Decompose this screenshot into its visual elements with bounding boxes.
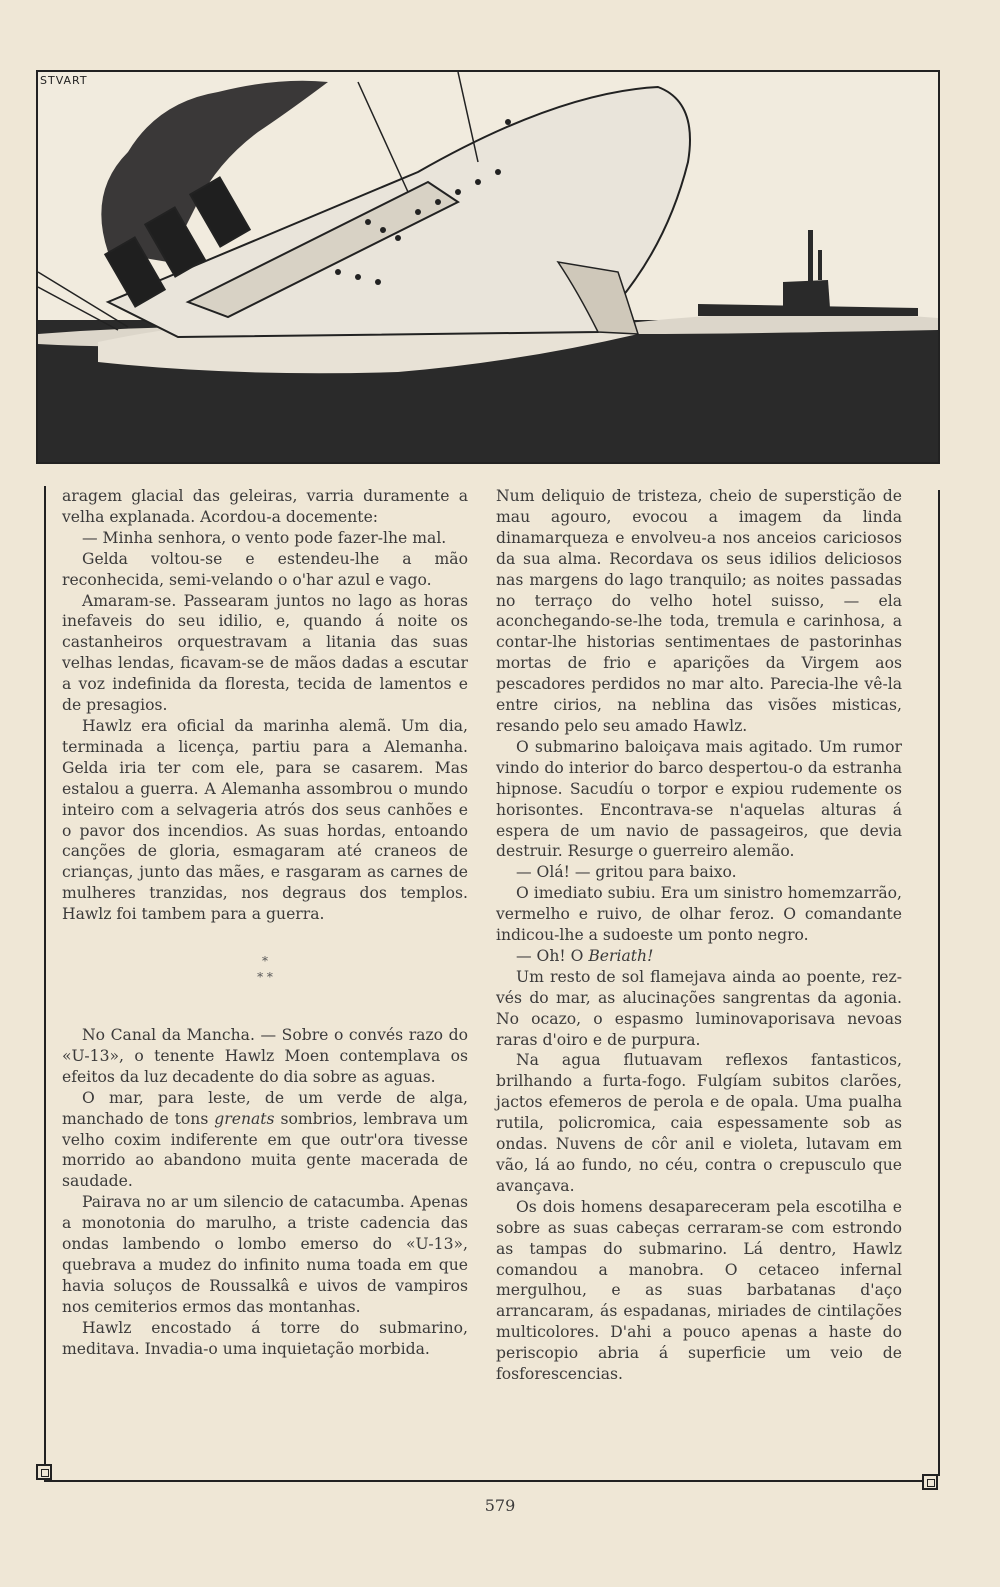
paragraph: aragem glacial das geleiras, varria duramente a velha explanada. Acordou-a docemente: — [62, 487, 468, 526]
paragraph: O imediato subiu. Era um sinistro homemzarrão, vermelho e ruivo, de olhar feroz. O comandante indicou-lhe a sudoeste um ponto negro. — [496, 884, 902, 945]
paragraph: O submarino baloiçava mais agitado. Um rumor vindo do interior do barco despertou-o da estranha hipnose. Sacudíu o torpor e expiou rudemente os horisontes. Encontrava-se n'aquelas alturas á espera de um navio de passageiros, que devia destruir. Resurge o guerreiro alemão. — [496, 737, 902, 861]
section-separator — [62, 953, 468, 985]
paragraph: Os dois homens desapareceram pela escotilha e sobre as suas cabeças cerraram-se com estrondo as tampas do submarino. Lá dentro, Hawlz comandou a manobra. O cetaceo infernal mergulhou, e as suas barbatanas d'aço arrancaram, ás espadanas, miriades de cintilações multicolores. D'ahi a pouco apenas a haste do periscopio abria á superficie um veio de fosforescencias. — [496, 1197, 902, 1384]
page-number: 579 — [484, 1496, 516, 1515]
paragraph: Gelda voltou-se e estendeu-lhe a mão reconhecida, semi-velando o o'har azul e vago. — [62, 549, 468, 589]
right-column — [496, 486, 902, 1385]
paragraph: Um resto de sol flamejava ainda ao poente, rez-vés do mar, as alucinações sangrentas da agonia. No ocazo, o espasmo luminovaporisava nevoas raras d'oiro e de purpura. — [496, 967, 902, 1049]
left-border-rule — [44, 486, 46, 1464]
paragraph: Amaram-se. Passearam juntos no lago as horas inefaveis do seu idilio, e, quando á noite os castanheiros orquestravam a litania das suas velhas lendas, ficavam-se de mãos dadas a escutar a voz indefinida da floresta, tecida de lamentos e de presagios. — [62, 591, 468, 715]
italic-text: grenats — [214, 1109, 275, 1128]
paragraph: Na agua flutuavam reflexos fantasticos, brilhando a furta-fogo. Fulgíam subitos clarões, jactos efemeros de perola e de opala. Uma pualha rutila, policromica, caia espessamente sob as ondas. Nuvens de côr anil e violeta, lutavam em vão, lá ao fundo, no céu, contra o crepusculo que avançava. — [496, 1051, 902, 1195]
artist-signature: STVART — [40, 74, 88, 87]
left-column — [62, 486, 468, 1360]
paragraph: — Olá! — gritou para baixo. — [516, 863, 737, 882]
right-border-rule — [938, 490, 940, 1476]
separator-stars: * * — [257, 970, 273, 985]
sinking-ship-icon — [38, 72, 938, 462]
text-segment: — Oh! O — [516, 946, 589, 965]
corner-ornament-icon — [922, 1474, 938, 1490]
corner-ornament-icon — [36, 1464, 52, 1480]
paragraph: Num deliquio de tristeza, cheio de superstição de mau agouro, evocou a imagem da linda dinamarqueza e envolveu-a nos anceios cariciosos da sua alma. Recordava os seus idilios deliciosos nas margens do lago tranquilo; as noites passadas no terraço do velho hotel suisso, — ela aconchegando-se-lhe toda, tremula e carinhosa, a contar-lhe historias sentimentaes de pastorinhas mortas de frio e aparições da Virgem aos pescadores perdidos no mar alto. Parecia-lhe vê-la entre cirios, na neblina das visões misticas, resando pelo seu amado Hawlz. — [496, 487, 902, 735]
paragraph: Hawlz era oficial da marinha alemã. Um dia, terminada a licença, partiu para a Alemanha. Gelda iria ter com ele, para se casarem. Mas estalou a guerra. A Alemanha assombrou o mundo inteiro com a selvageria atrós dos seus canhões e o pavor dos incendios. As suas hordas, entoando canções de gloria, esmagaram até craneos de crianças, junto das mães, e rasgaram as carnes de mulheres tranzidas, nos degraus dos templos. Hawlz foi tambem para a guerra. — [62, 716, 468, 924]
text-segment: sombrios, lembrava um velho coxim indiferente em que outr'ora tivesse morrido ao abandono muita gente macerada de saudade. — [62, 1109, 468, 1191]
paragraph: No Canal da Mancha. — Sobre o convés razo do «U-13», o tenente Hawlz Moen contemplava os efeitos da luz decadente do dia sobre as aguas. — [62, 1026, 468, 1086]
paragraph — [496, 946, 902, 967]
italic-text: Beriath! — [588, 946, 654, 965]
paragraph: Pairava no ar um silencio de catacumba. Apenas a monotonia do marulho, a triste cadencia das ondas lambendo o lombo emerso do «U-13», quebrava a mudez do infinito numa toada em que havia soluços de Roussalkâ e uivos de vampiros nos cemiterios ermos das montanhas. — [62, 1193, 468, 1316]
paragraph: Hawlz encostado á torre do submarino, meditava. Invadia-o uma inquietação morbida. — [62, 1318, 468, 1358]
bottom-border-rule — [44, 1480, 922, 1482]
text-segment: O mar, para leste, de um verde de alga, manchado de tons — [62, 1088, 468, 1128]
illustration — [36, 70, 940, 464]
paragraph: — Minha senhora, o vento pode fazer-lhe mal. — [82, 528, 447, 547]
paragraph — [62, 1088, 468, 1193]
separator-star: * — [262, 954, 268, 969]
